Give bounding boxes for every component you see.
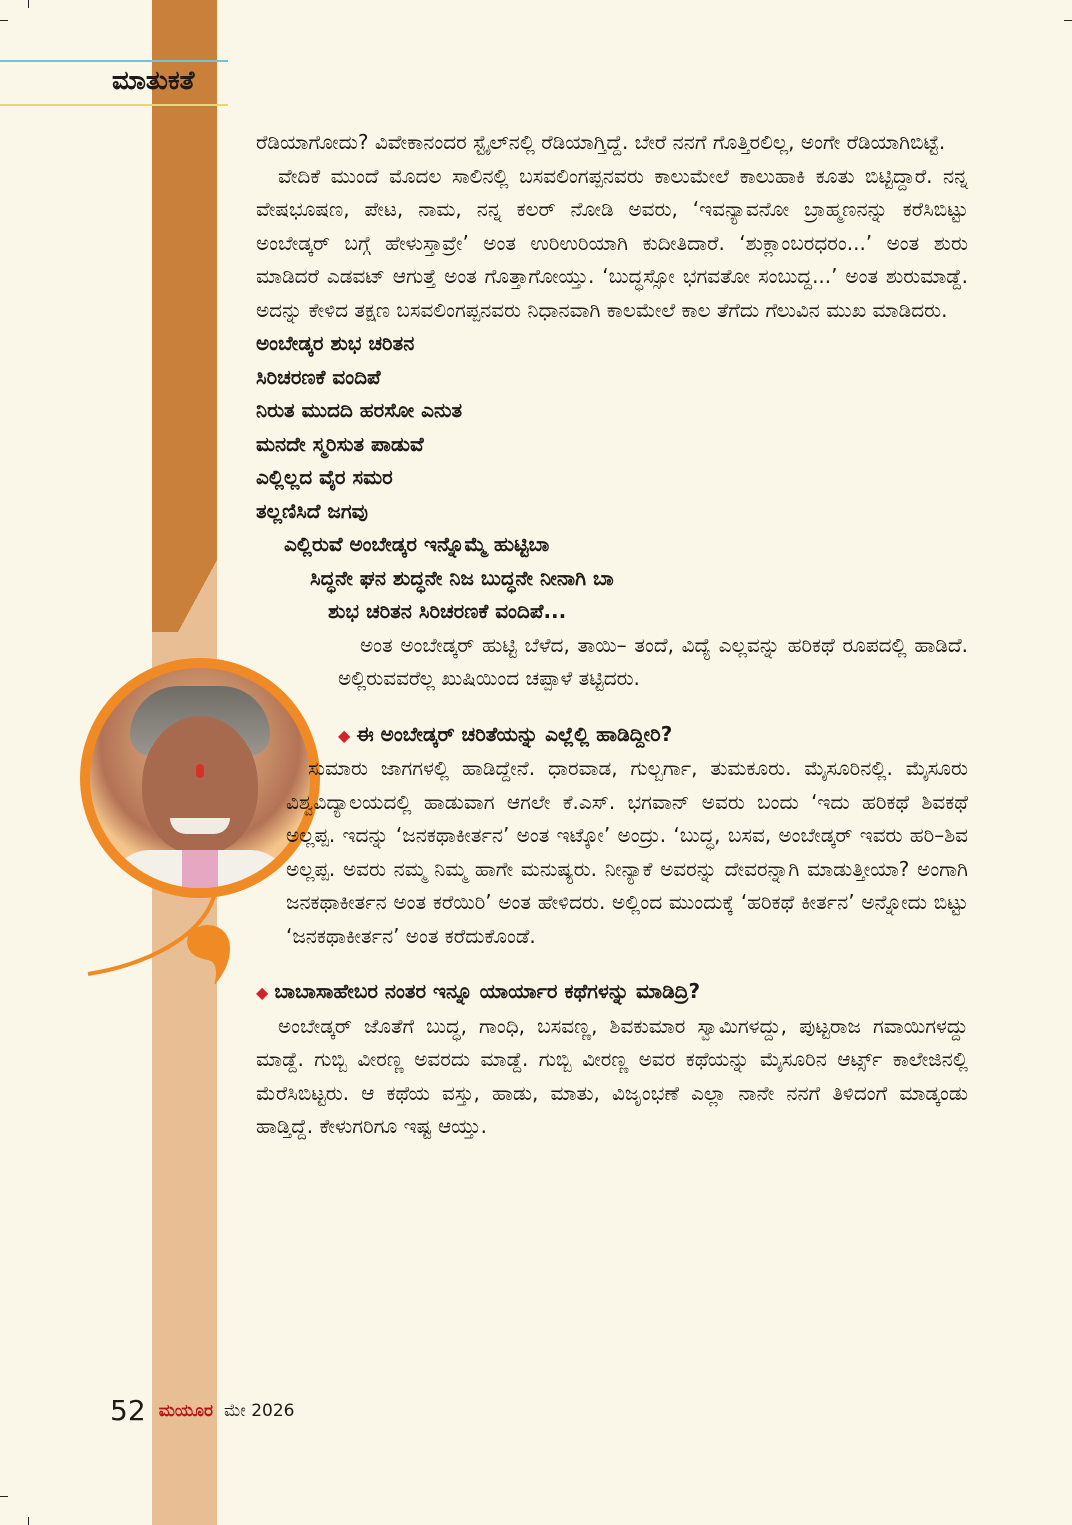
question-heading [338,718,968,753]
poem-line: ಸಿದ್ಧನೇ ಘನ ಶುದ್ಧನೇ ನಿಜ ಬುದ್ಧನೇ ನೀನಾಗಿ ಬಾ [310,565,614,590]
article-paragraph: ಅಂಬೇಡ್ಕರ್ ಜೊತೆಗೆ ಬುದ್ಧ, ಗಾಂಧಿ, ಬಸವಣ್ಣ, ಶಿವಕುಮಾರ ಸ್ವಾಮಿಗಳದ್ದು, ಪುಟ್ಟರಾಜ ಗವಾಯಿಗಳದ್ದು ಮಾಡ್ದೆ. ಗುಬ್ಬಿ ವೀರಣ್ಣ ಅವರದು ಮಾಡ್ದೆ. ಗುಬ್ಬಿ ವೀರಣ್ಣ ಅವರ ಕಥೆಯನ್ನು ಮೈಸೂರಿನ ಆರ್ಟ್ಸ್ ಕಾಲೇಜಿನಲ್ಲಿ ಮೆರೆಸಿಬಿಟ್ಟರು. ಆ ಕಥೆಯ ವಸ್ತು, ಹಾಡು, ಮಾತು, ವಿಜೃಂಭಣೆ ಎಲ್ಲಾ ನಾನೇ ನನಗೆ ತಿಳಿದಂಗೆ ಮಾಡ್ಕಂಡು ಹಾಡ್ತಿದ್ದೆ. ಕೇಳುಗರಿಗೂ ಇಷ್ಟ ಆಯ್ತು. [256,1013,968,1138]
poem-line: ಅಂಬೇಡ್ಕರ ಶುಭ ಚರಿತನ [256,331,415,355]
comma-quote-icon [80,874,240,984]
crop-mark [28,1517,29,1525]
crop-mark [0,20,8,21]
crop-mark [1064,20,1072,21]
crop-mark [0,1496,8,1497]
page-footer [110,1394,294,1430]
poem-line: ಎಲ್ಲಿಲ್ಲದ ವೈರ ಸಮರ [256,465,393,489]
section-rule-top [0,60,228,62]
section-rule-bottom [0,104,228,106]
question-text: ಈ ಅಂಬೇಡ್ಕರ್ ಚರಿತೆಯನ್ನು ಎಲ್ಲೆಲ್ಲಿ ಹಾಡಿದ್ದೀರಿ? [356,721,673,746]
poem [256,327,968,629]
crop-mark [28,0,29,8]
article-paragraph: ರೆಡಿಯಾಗೋದು? ವಿವೇಕಾನಂದರ ಸ್ಟೈಲ್‌ನಲ್ಲಿ ರೆಡಿಯಾಗ್ತಿದ್ದೆ. ಬೇರೆ ನನಗೆ ಗೊತ್ತಿರಲಿಲ್ಲ, ಅಂಗೇ ರೆಡಿಯಾಗಿಬಿಟ್ಟೆ. [256,130,946,154]
article-paragraph: ವೇದಿಕೆ ಮುಂದೆ ಮೊದಲ ಸಾಲಿನಲ್ಲಿ ಬಸವಲಿಂಗಪ್ಪನವರು ಕಾಲುಮೇಲೆ ಕಾಲುಹಾಕಿ ಕೂತು ಬಿಟ್ಟಿದ್ದಾರೆ. ನನ್ನ ವೇಷಭೂಷಣ, ಪೇಟ, ನಾಮ, ನನ್ನ ಕಲರ್ ನೋಡಿ ಅವರು, ‘ಇವನ್ಯಾವನೋ ಬ್ರಾಹ್ಮಣನನ್ನು ಕರೆಸಿಬಿಟ್ಟು ಅಂಬೇಡ್ಕರ್ ಬಗ್ಗೆ ಹೇಳುಸ್ತಾವ್ರೇ’ ಅಂತ ಉರಿಉರಿಯಾಗಿ ಕುದೀತಿದಾರೆ. ‘ಶುಕ್ಲಾಂಬರಧರಂ...’ ಅಂತ ಶುರು ಮಾಡಿದರೆ ಎಡವಟ್ ಆಗುತ್ತೆ ಅಂತ ಗೊತ್ತಾಗೋಯ್ತು. ‘ಬುದ್ಧಸ್ಸೋ ಭಗವತೋ ಸಂಬುದ್ದ...’ ಅಂತ ಶುರುಮಾಡ್ದೆ. ಅದನ್ನು ಕೇಳಿದ ತಕ್ಷಣ ಬಸವಲಿಂಗಪ್ಪನವರು ನಿಧಾನವಾಗಿ ಕಾಲಮೇಲೆ ಕಾಲ ತೆಗೆದು ಗೆಲುವಿನ ಮುಖ ಮಾಡಿದರು. [256,163,968,322]
article-paragraph: ಸುಮಾರು ಜಾಗಗಳಲ್ಲಿ ಹಾಡಿದ್ದೇನೆ. ಧಾರವಾಡ, ಗುಲ್ಬರ್ಗಾ, ತುಮಕೂರು. ಮೈಸೂರಿನಲ್ಲಿ. ಮೈಸೂರು ವಿಶ್ವವಿದ್ಯಾಲಯದಲ್ಲಿ ಹಾಡುವಾಗ ಆಗಲೇ ಕೆ.ಎಸ್. ಭಗವಾನ್ ಅವರು ಬಂದು ‘ಇದು ಹರಿಕಥೆ ಶಿವಕಥೆ ಅಲ್ಲಪ್ಪ. ಇದನ್ನು ‘ಜನಕಥಾಕೀರ್ತನ’ ಅಂತ ಇಟ್ಕೋ’ ಅಂದ್ರು. ‘ಬುದ್ಧ, ಬಸವ, ಅಂಬೇಡ್ಕರ್ ಇವರು ಹರಿ–ಶಿವ ಅಲ್ಲಪ್ಪ. ಅವರು ನಮ್ಮ ನಿಮ್ಮ ಹಾಗೇ ಮನುಷ್ಯರು. ನೀನ್ಯಾಕೆ ಅವರನ್ನು ದೇವರನ್ನಾಗಿ ಮಾಡುತ್ತೀಯಾ? ಅಂಗಾಗಿ ಜನಕಥಾಕೀರ್ತನ ಅಂತ ಕರೆಯಿರಿ’ ಅಂತ ಹೇಳಿದರು. ಅಲ್ಲಿಂದ ಮುಂದುಕ್ಕೆ ‘ಹರಿಕಥೆ ಕೀರ್ತನ’ ಅನ್ನೋದು ಬಿಟ್ಟು ‘ಜನಕಥಾಕೀರ್ತನ’ ಅಂತ ಕರೆದುಕೊಂಡೆ. [286,756,968,948]
poem-line: ತಲ್ಲಣಿಸಿದೆ ಜಗವು [256,498,368,523]
poem-line: ನಿರುತ ಮುದದಿ ಹರಸೋ ಎನುತ [256,398,463,422]
diamond-bullet-icon: ◆ [338,725,351,745]
poem-line: ಮನದೇ ಸ್ಮರಿಸುತ ಪಾಡುವೆ [256,431,424,456]
poem-line: ಶುಭ ಚರಿತನ ಸಿರಿಚರಣಕೆ ವಂದಿಪೆ... [328,599,567,623]
question-heading [256,975,968,1010]
issue-date: ಮೇ 2026 [224,1400,295,1421]
article-body [256,126,968,1144]
poem-line: ಎಲ್ಲಿರುವೆ ಅಂಬೇಡ್ಕರ ಇನ್ನೊಮ್ಮೆ ಹುಟ್ಟಿಬಾ [284,532,550,556]
magazine-logo: ಮಯೂರ [158,1400,213,1421]
diamond-bullet-icon: ◆ [256,983,269,1002]
section-title: ಮಾತುಕತೆ [112,66,195,96]
poem-line: ಸಿರಿಚರಣಕೆ ವಂದಿಪೆ [256,364,381,389]
page-number: 52 [110,1394,146,1427]
question-text: ಬಾಬಾಸಾಹೇಬರ ನಂತರ ಇನ್ನೂ ಯಾರ್ಯಾರ ಕಥೆಗಳನ್ನು ಮಾಡಿದ್ರಿ? [274,979,701,1003]
article-paragraph: ಅಂತ ಅಂಬೇಡ್ಕರ್ ಹುಟ್ಟಿ ಬೆಳೆದ, ತಾಯಿ– ತಂದೆ, ವಿದ್ಯೆ ಎಲ್ಲವನ್ನು ಹರಿಕಥೆ ರೂಪದಲ್ಲಿ ಹಾಡಿದೆ. ಅಲ್ಲಿರುವವರೆಲ್ಲ ಖುಷಿಯಿಂದ ಚಪ್ಪಾಳೆ ತಟ್ಟಿದರು. [338,632,968,690]
